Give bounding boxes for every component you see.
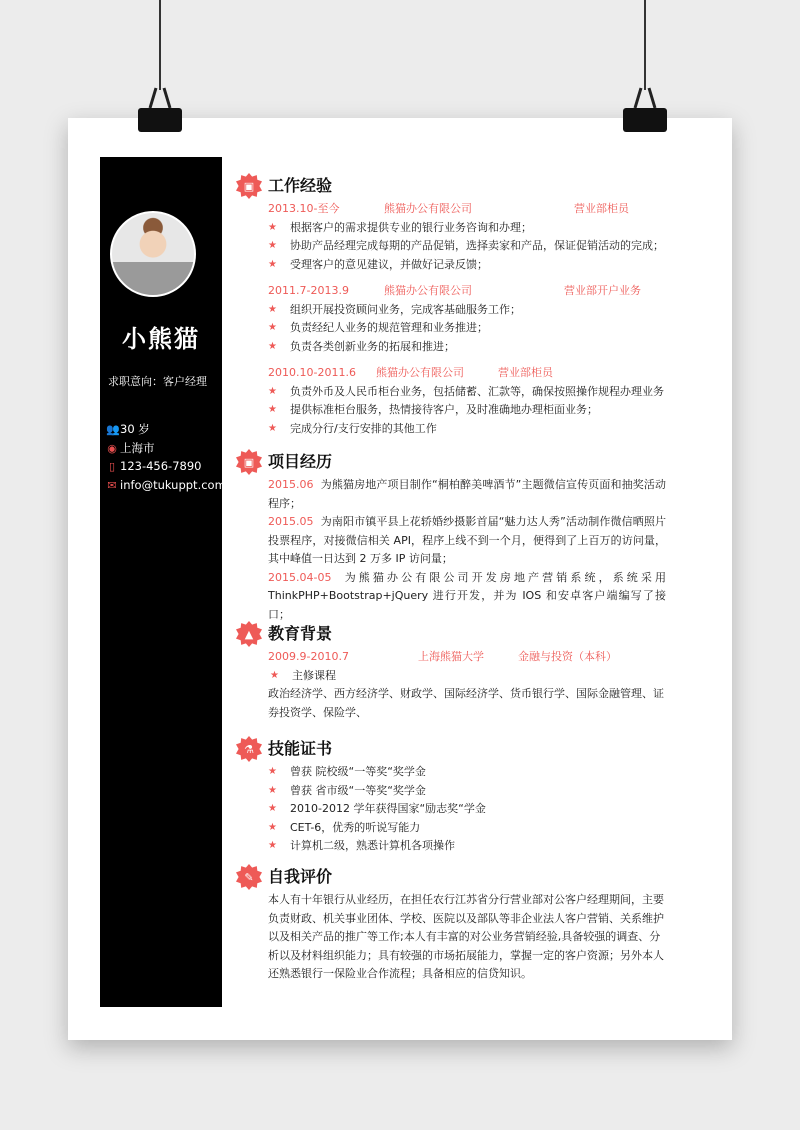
self-eval-text: 本人有十年银行从业经历，在担任农行江苏省分行营业部对公客户经理期间，主要负责财政、机关事业团体、学校、医院以及部队等非企业法人客户营销、关系维护以及相关产品的推广等工作;本人有丰富的对公业务营销经验,具备较强的调查、分析以及材料组织能力；具有较强的市场拓展能力，掌握一定的客户资源；另外本人还熟悉银行一保险业合作流程；具备相应的信贷知识。 <box>268 893 664 980</box>
work-section <box>236 172 664 438</box>
job-header <box>236 364 664 383</box>
list-item <box>236 219 664 238</box>
skills-section <box>236 735 486 856</box>
city-info <box>106 440 155 456</box>
project-item <box>268 476 666 513</box>
list-item <box>236 819 486 838</box>
edu-major: 金融与投资（本科） <box>518 650 617 663</box>
list-item <box>236 383 664 402</box>
item-text: 提供标准柜台服务，热情接待客户，及时准确地办理柜面业务； <box>290 403 598 416</box>
phone-icon: ▯ <box>108 459 116 473</box>
job-intent: 求职意向：客户经理 <box>108 375 207 388</box>
star-icon: ★ <box>268 340 277 352</box>
project-date: 2015.05 <box>268 515 314 528</box>
item-text: 受理客户的意见建议，并做好记录反馈； <box>290 257 488 271</box>
mail-icon: ✉ <box>107 478 117 492</box>
star-icon: ★ <box>268 221 277 233</box>
star-icon: ★ <box>268 303 277 315</box>
project-date: 2015.06 <box>268 478 314 491</box>
star-icon: ★ <box>268 240 277 251</box>
job-company: 熊猫办公有限公司 <box>384 202 472 215</box>
profile-sidebar <box>100 157 226 1007</box>
course-label: 主修课程 <box>292 668 336 682</box>
job-date: 2011.7-2013.9 <box>268 284 349 297</box>
star-icon: ★ <box>270 669 279 681</box>
section-title: 教育背景 <box>268 623 333 643</box>
avatar <box>110 211 196 297</box>
age-text: 30 岁 <box>120 422 150 436</box>
list-item <box>236 401 664 420</box>
list-item <box>236 782 486 801</box>
star-icon: ★ <box>268 803 277 814</box>
hanging-string <box>159 0 161 90</box>
item-text: 负责各类创新业务的拓展和推进； <box>290 339 455 353</box>
project-date: 2015.04-05 <box>268 570 332 584</box>
list-item <box>236 256 664 275</box>
edu-date: 2009.9-2010.7 <box>268 650 349 663</box>
project-text: 为南阳市镇平县上花轿婚纱摄影首届“魅力达人秀”活动制作微信晒照片投票程序，对接微信相关 API，程序上线不到一个月，便得到了上百万的访问量，其中峰值一日达到 2 万多 IP 访问量； <box>268 515 666 565</box>
list-item <box>236 837 486 856</box>
email-info <box>106 478 226 492</box>
candidate-name: 小熊猫 <box>122 325 200 353</box>
job-header <box>236 200 664 219</box>
item-text: 根据客户的需求提供专业的银行业务咨询和办理； <box>290 220 532 234</box>
project-item <box>268 513 666 569</box>
skill-text: 曾获 省市级“一等奖“奖学金 <box>290 783 426 797</box>
item-text: 完成分行/支行安排的其他工作 <box>290 421 437 435</box>
section-title: 项目经历 <box>268 451 333 471</box>
location-pin-icon: ◉ <box>107 441 117 455</box>
item-text: 组织开展投资顾问业务，完成客基础服务工作； <box>290 302 521 316</box>
job-header <box>236 282 664 301</box>
star-icon: ★ <box>268 784 277 796</box>
section-title: 工作经验 <box>268 175 333 195</box>
skill-text: 曾获 院校级“一等奖“奖学金 <box>290 765 426 778</box>
projects-section <box>236 448 666 624</box>
pencil-icon: ✎ <box>236 864 262 890</box>
age-info <box>106 421 150 437</box>
star-icon: ★ <box>268 840 277 851</box>
item-text: 负责外币及人民币柜台业务，包括储蓄、汇款等，确保按照操作规程办理业务 <box>290 384 664 398</box>
star-icon: ★ <box>268 385 277 397</box>
skill-text: CET-6，优秀的听说写能力 <box>290 820 421 834</box>
job-date: 2013.10-至今 <box>268 202 340 215</box>
city-text: 上海市 <box>120 441 155 455</box>
briefcase-icon: ▣ <box>236 173 262 199</box>
job-role: 营业部开户业务 <box>564 284 641 297</box>
skill-text: 2010-2012 学年获得国家“励志奖“学金 <box>290 802 486 815</box>
job-company: 熊猫办公有限公司 <box>376 366 464 379</box>
course-list: 政治经济学、西方经济学、财政学、国际经济学、货币银行学、国际金融管理、证券投资学、保险学、 <box>268 687 664 719</box>
star-icon: ★ <box>268 766 277 777</box>
job-company: 熊猫办公有限公司 <box>384 284 472 297</box>
binder-clip-icon <box>621 86 669 132</box>
list-item <box>236 763 486 782</box>
education-section <box>236 620 666 722</box>
briefcase-icon: ▣ <box>236 449 262 475</box>
star-icon: ★ <box>268 322 277 333</box>
project-item <box>268 569 666 625</box>
project-text: 为熊猫房地产项目制作“桐柏醉美啤酒节”主题微信宣传页面和抽奖活动程序； <box>268 478 666 510</box>
star-icon: ★ <box>268 404 277 415</box>
project-text: 为熊猫办公有限公司开发房地产营销系统，系统采用 ThinkPHP+Bootstrap+jQuery 进行开发，并为 IOS 和安卓客户端编写了接口； <box>268 570 667 621</box>
self-eval-section <box>236 863 666 984</box>
edu-school: 上海熊猫大学 <box>418 650 484 663</box>
graduation-cap-icon: ▲ <box>236 621 262 647</box>
list-item <box>236 800 486 819</box>
list-item <box>236 301 664 320</box>
job-role: 营业部柜员 <box>498 366 553 379</box>
item-text: 协助产品经理完成每期的产品促销，选择卖家和产品，保证促销活动的完成； <box>290 239 664 252</box>
section-title: 自我评价 <box>268 866 333 886</box>
hanging-string <box>644 0 646 90</box>
job-date: 2010.10-2011.6 <box>268 366 356 379</box>
phone-text: 123-456-7890 <box>120 459 202 473</box>
star-icon: ★ <box>268 821 277 833</box>
list-item <box>236 319 664 338</box>
binder-clip-icon <box>136 86 184 132</box>
person-icon: 👥 <box>106 422 120 436</box>
email-text: info@tukuppt.com <box>120 478 226 492</box>
star-icon: ★ <box>268 258 277 270</box>
item-text: 负责经纪人业务的规范管理和业务推进； <box>290 321 488 334</box>
skill-text: 计算机二级，熟悉计算机各项操作 <box>290 839 455 852</box>
star-icon: ★ <box>268 422 277 434</box>
section-title: 技能证书 <box>268 738 333 758</box>
list-item <box>236 420 664 439</box>
flask-icon: ⚗ <box>236 736 262 762</box>
list-item <box>236 237 664 256</box>
phone-info <box>106 459 201 473</box>
job-role: 营业部柜员 <box>574 202 629 215</box>
list-item <box>236 338 664 357</box>
